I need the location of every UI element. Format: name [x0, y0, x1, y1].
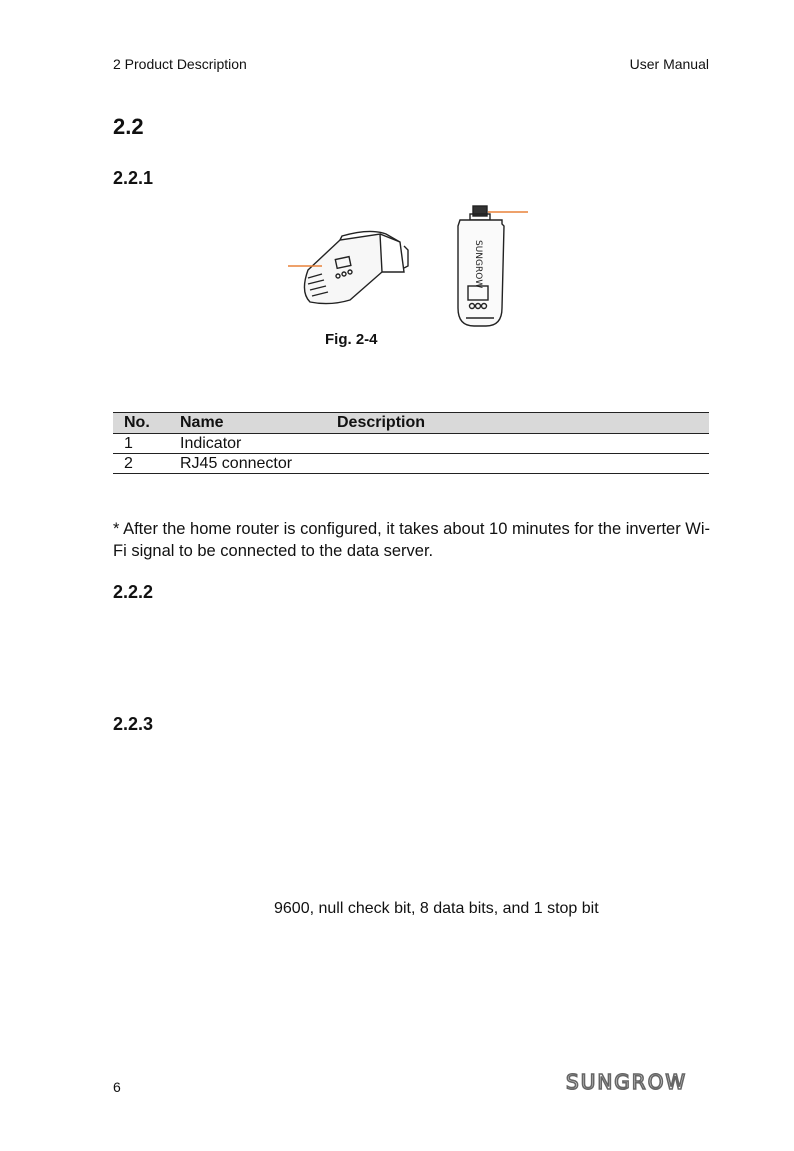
table-header-row: [113, 412, 709, 434]
col-header-no: No.: [124, 414, 150, 431]
col-header-name: Name: [180, 414, 224, 431]
header-left: 2 Product Description: [113, 56, 247, 72]
sungrow-logo: [566, 1072, 710, 1092]
section-heading-2-2-1: 2.2.1: [113, 168, 154, 188]
header-right: User Manual: [629, 56, 709, 72]
row-no: 1: [124, 435, 133, 452]
device-brand-label: SUNGROW: [473, 240, 483, 289]
section-heading-2-2-2: 2.2.2: [113, 582, 154, 602]
figure-caption: Fig. 2-4: [325, 331, 378, 348]
logo-text: SUNGROW: [566, 1072, 688, 1092]
serial-parameters: 9600, null check bit, 8 data bits, and 1 stop bit: [274, 900, 599, 917]
row-name: RJ45 connector: [180, 455, 293, 472]
section-heading-2-2-3: 2.2.3: [113, 714, 154, 734]
wifi-module-angled-view: [304, 231, 408, 303]
row-name: Indicator: [180, 435, 242, 452]
table-row: [113, 434, 709, 454]
router-config-note: * After the home router is configured, it takes about 10 minutes for the inverter Wi-Fi signal to be connected to the data server.: [113, 520, 711, 560]
component-table: [113, 412, 709, 474]
row-no: 2: [124, 455, 133, 472]
table-row: [113, 454, 709, 474]
page-number: 6: [113, 1079, 121, 1095]
col-header-description: Description: [337, 414, 426, 431]
wifi-module-figure: [280, 200, 540, 330]
section-heading-2-2: 2.2: [113, 114, 144, 139]
